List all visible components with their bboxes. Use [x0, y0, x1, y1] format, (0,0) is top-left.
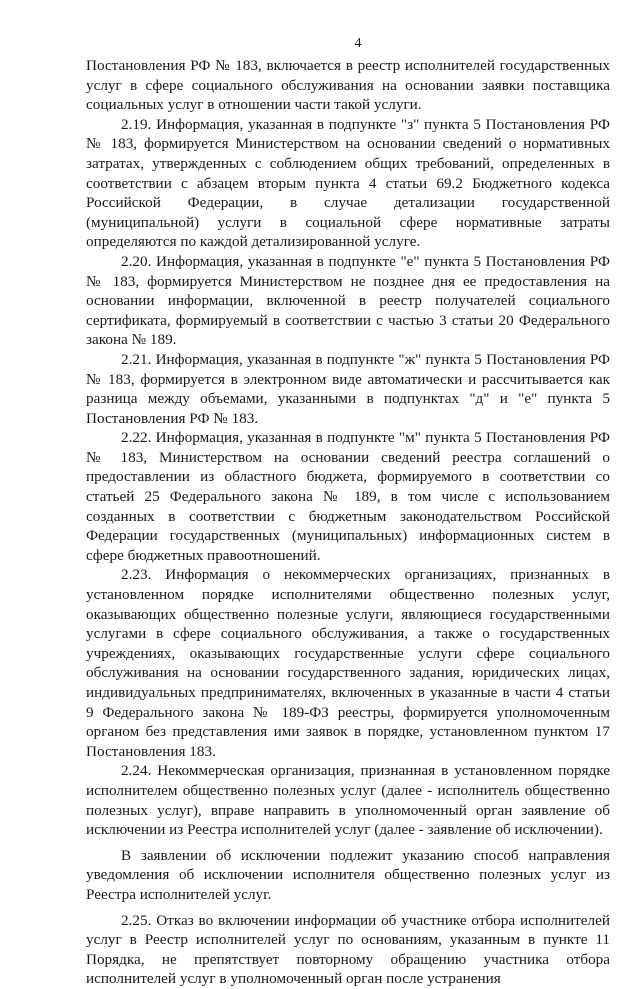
- paragraph-2-19: 2.19. Информация, указанная в подпункте "з" пункта 5 Постановления РФ № 183, формируется Министерством на основании сведений о нормативных затратах, утвержденных с соблюдением общих требований, определенных в соответствии с абзацем вторым пункта 4 статьи 69.2 Бюджетного кодекса Российской Федерации, в случае детализации государственной (муниципальной) услуги в социальной сфере нормативные затраты определяются по каждой детализированной услуге.: [86, 115, 610, 251]
- paragraph-2-20: 2.20. Информация, указанная в подпункте "е" пункта 5 Постановления РФ № 183, формируется Министерством не позднее дня ее предоставления на основании информации, включенной в реестр получателей социального сертификата, формируемый в соответствии с частью 3 статьи 20 Федерального закона № 189.: [86, 252, 610, 349]
- paragraph-2-25: 2.25. Отказ во включении информации об участнике отбора исполнителей услуг в Реестр исполнителей услуг по основаниям, указанным в пункте 11 Порядка, не препятствует повторному обращению участника отбора исполнителей услуг в уполномоченный орган после устранения: [86, 911, 610, 988]
- paragraph-exclusion-notice: В заявлении об исключении подлежит указанию способ направления уведомления об исключении исполнителя общественно полезных услуг из Реестра исполнителей услуг.: [86, 846, 610, 903]
- paragraph-2-24: 2.24. Некоммерческая организация, признанная в установленном порядке исполнителем общественно полезных услуг (далее - исполнитель общественно полезных услуг), вправе направить в уполномоченный орган заявление об исключении из Реестра исполнителей услуг (далее - заявление об исключении).: [86, 762, 610, 839]
- page-number: 4: [354, 36, 362, 51]
- paragraph-continuation: Постановления РФ № 183, включается в реестр исполнителей государственных услуг в сфере социального обслуживания на основании заявки поставщика социальных услуг в отношении части такой услуги.: [86, 57, 610, 114]
- paragraph-2-23: 2.23. Информация о некоммерческих организациях, признанных в установленном порядке исполнителями общественно полезных услуг, оказывающих общественно полезные услуги, являющиеся государственными услугами в сфере социального обслуживания, а также о государственных учреждениях, оказывающих государственные услуги сфере социального обслуживания на основании государственного задания, юридических лицах, индивидуальных предпринимателях, включенных в указанные в части 4 статьи 9 Федерального закона № 189-ФЗ реестры, формируется уполномоченным органом без представления ими заявок в порядке, установленном пунктом 17 Постановления 183.: [86, 566, 610, 760]
- paragraph-2-21: 2.21. Информация, указанная в подпункте "ж" пункта 5 Постановления РФ № 183, формируется в электронном виде автоматически и рассчитывается как разница между объемами, указанными в подпунктах "д" и "е" пункта 5 Постановления РФ № 183.: [86, 350, 610, 427]
- paragraph-2-22: 2.22. Информация, указанная в подпункте "м" пункта 5 Постановления РФ № 183, Министерством на основании сведений реестра соглашений о предоставлении из областного бюджета, формируемого в соответствии со статьей 25 Федерального закона № 189, в том числе с использованием созданных в соответствии с бюджетным законодательством Российской Федерации государственных (муниципальных) информационных систем в сфере бюджетных правоотношений.: [86, 429, 610, 564]
